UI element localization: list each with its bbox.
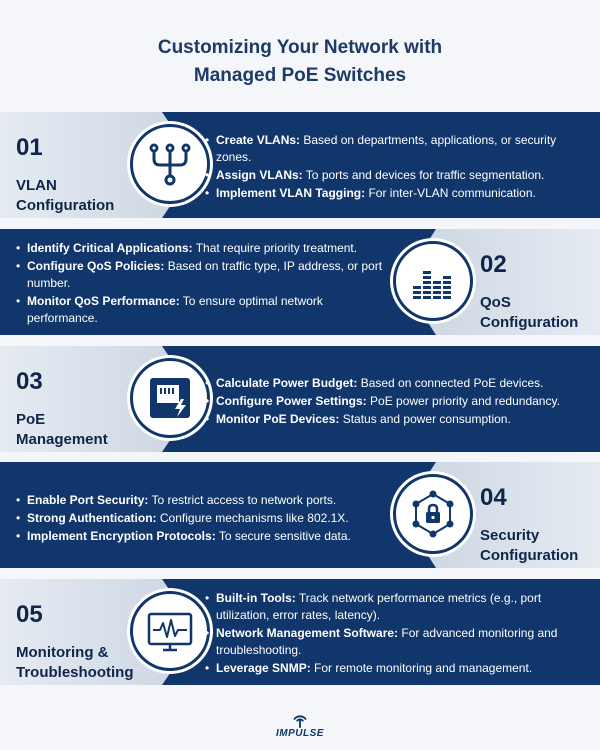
list-item — [16, 240, 386, 257]
section-name-line-1: Security — [480, 527, 540, 544]
bullet-heading: Leverage SNMP: — [216, 661, 311, 675]
bullet-heading: Enable Port Security: — [27, 493, 149, 507]
bullet-heading: Assign VLANs: — [216, 168, 303, 182]
bullet-text: Based on traffic type, IP address, or port number. — [27, 259, 383, 290]
equalizer-bars-icon — [408, 256, 458, 306]
section-name-line-2: Configuration — [16, 197, 115, 214]
list-item — [16, 492, 386, 509]
bullet-list — [205, 375, 590, 429]
section-name-line-2: Configuration — [480, 314, 579, 331]
list-item — [205, 167, 590, 184]
bullet-text: Configure mechanisms like 802.1X. — [156, 511, 349, 525]
bullet-text: To secure sensitive data. — [215, 529, 351, 543]
icon-circle — [393, 241, 473, 321]
bullet-list — [205, 132, 590, 203]
section-name-line-1: QoS — [480, 294, 511, 311]
section-name — [16, 176, 114, 216]
bullet-list — [16, 240, 386, 328]
icon-circle — [130, 591, 210, 671]
title-line-1: Customizing Your Network with — [157, 37, 443, 58]
network-branch-icon — [145, 139, 195, 189]
section-name-line-1: PoE — [16, 411, 46, 428]
section-name-line-2: Management — [16, 431, 108, 448]
bullet-heading: Configure QoS Policies: — [27, 259, 165, 273]
bullet-text: For advanced monitoring and troubleshooting. — [216, 626, 558, 657]
bullet-text: For inter-VLAN communication. — [365, 186, 536, 200]
section-number: 04 — [480, 484, 507, 511]
bullet-heading: Network Management Software: — [216, 626, 399, 640]
section-name-line-1: Monitoring & — [16, 644, 109, 661]
bullet-text: To ensure optimal network performance. — [27, 294, 323, 325]
network-lock-icon — [408, 489, 458, 539]
section-number: 05 — [16, 601, 43, 628]
section-name-line-2: Troubleshooting — [16, 664, 134, 681]
bullet-text: Status and power consumption. — [339, 412, 511, 426]
list-item — [205, 375, 590, 392]
section-name-line-2: Configuration — [480, 547, 579, 564]
list-item — [16, 528, 386, 545]
section-number: 01 — [16, 134, 43, 161]
bullet-text: For remote monitoring and management. — [310, 661, 533, 675]
list-item — [16, 258, 386, 292]
bullet-heading: Monitor PoE Devices: — [216, 412, 340, 426]
section-vlan-configuration — [0, 112, 600, 218]
section-name — [480, 293, 578, 333]
bullet-heading: Strong Authentication: — [27, 511, 157, 525]
bullet-list — [205, 590, 590, 678]
footer-logo — [0, 706, 600, 746]
bullet-text: Based on connected PoE devices. — [357, 376, 544, 390]
list-item — [16, 293, 386, 327]
ethernet-power-icon — [145, 373, 195, 423]
page-title — [0, 34, 600, 90]
monitor-waveform-icon — [145, 606, 195, 656]
section-qos-configuration — [0, 229, 600, 335]
bullet-text: Based on departments, applications, or security zones. — [216, 133, 557, 164]
bullet-text: That require priority treatment. — [192, 241, 358, 255]
impulse-logo-icon — [289, 706, 311, 728]
list-item — [16, 510, 386, 527]
bullet-heading: Built-in Tools: — [216, 591, 296, 605]
title-line-2: Managed PoE Switches — [193, 65, 407, 86]
bullet-text: PoE power priority and redundancy. — [366, 394, 560, 408]
bullet-heading: Monitor QoS Performance: — [27, 294, 180, 308]
bullet-heading: Create VLANs: — [216, 133, 301, 147]
bullet-heading: Configure Power Settings: — [216, 394, 367, 408]
section-number: 02 — [480, 251, 507, 278]
section-name — [480, 526, 578, 566]
list-item — [205, 132, 590, 166]
bullet-heading: Identify Critical Applications: — [27, 241, 193, 255]
brand-name: IMPULSE — [276, 728, 324, 739]
icon-circle — [130, 358, 210, 438]
list-item — [205, 660, 590, 677]
list-item — [205, 393, 590, 410]
icon-circle — [130, 124, 210, 204]
section-name-line-1: VLAN — [16, 177, 57, 194]
list-item — [205, 590, 590, 624]
bullet-heading: Implement Encryption Protocols: — [27, 529, 216, 543]
bullet-text: To ports and devices for traffic segmentation. — [302, 168, 545, 182]
icon-circle — [393, 474, 473, 554]
section-name — [16, 410, 108, 450]
list-item — [205, 411, 590, 428]
bullet-text: Track network performance metrics (e.g., port utilization, error rates, latency). — [216, 591, 542, 622]
section-number: 03 — [16, 368, 43, 395]
section-monitoring-troubleshooting — [0, 579, 600, 685]
bullet-heading: Calculate Power Budget: — [216, 376, 358, 390]
bullet-heading: Implement VLAN Tagging: — [216, 186, 366, 200]
bullet-text: To restrict access to network ports. — [148, 493, 337, 507]
list-item — [205, 625, 590, 659]
bullet-list — [16, 492, 386, 546]
section-poe-management — [0, 346, 600, 452]
list-item — [205, 185, 590, 202]
section-security-configuration — [0, 462, 600, 568]
section-name — [16, 643, 134, 683]
